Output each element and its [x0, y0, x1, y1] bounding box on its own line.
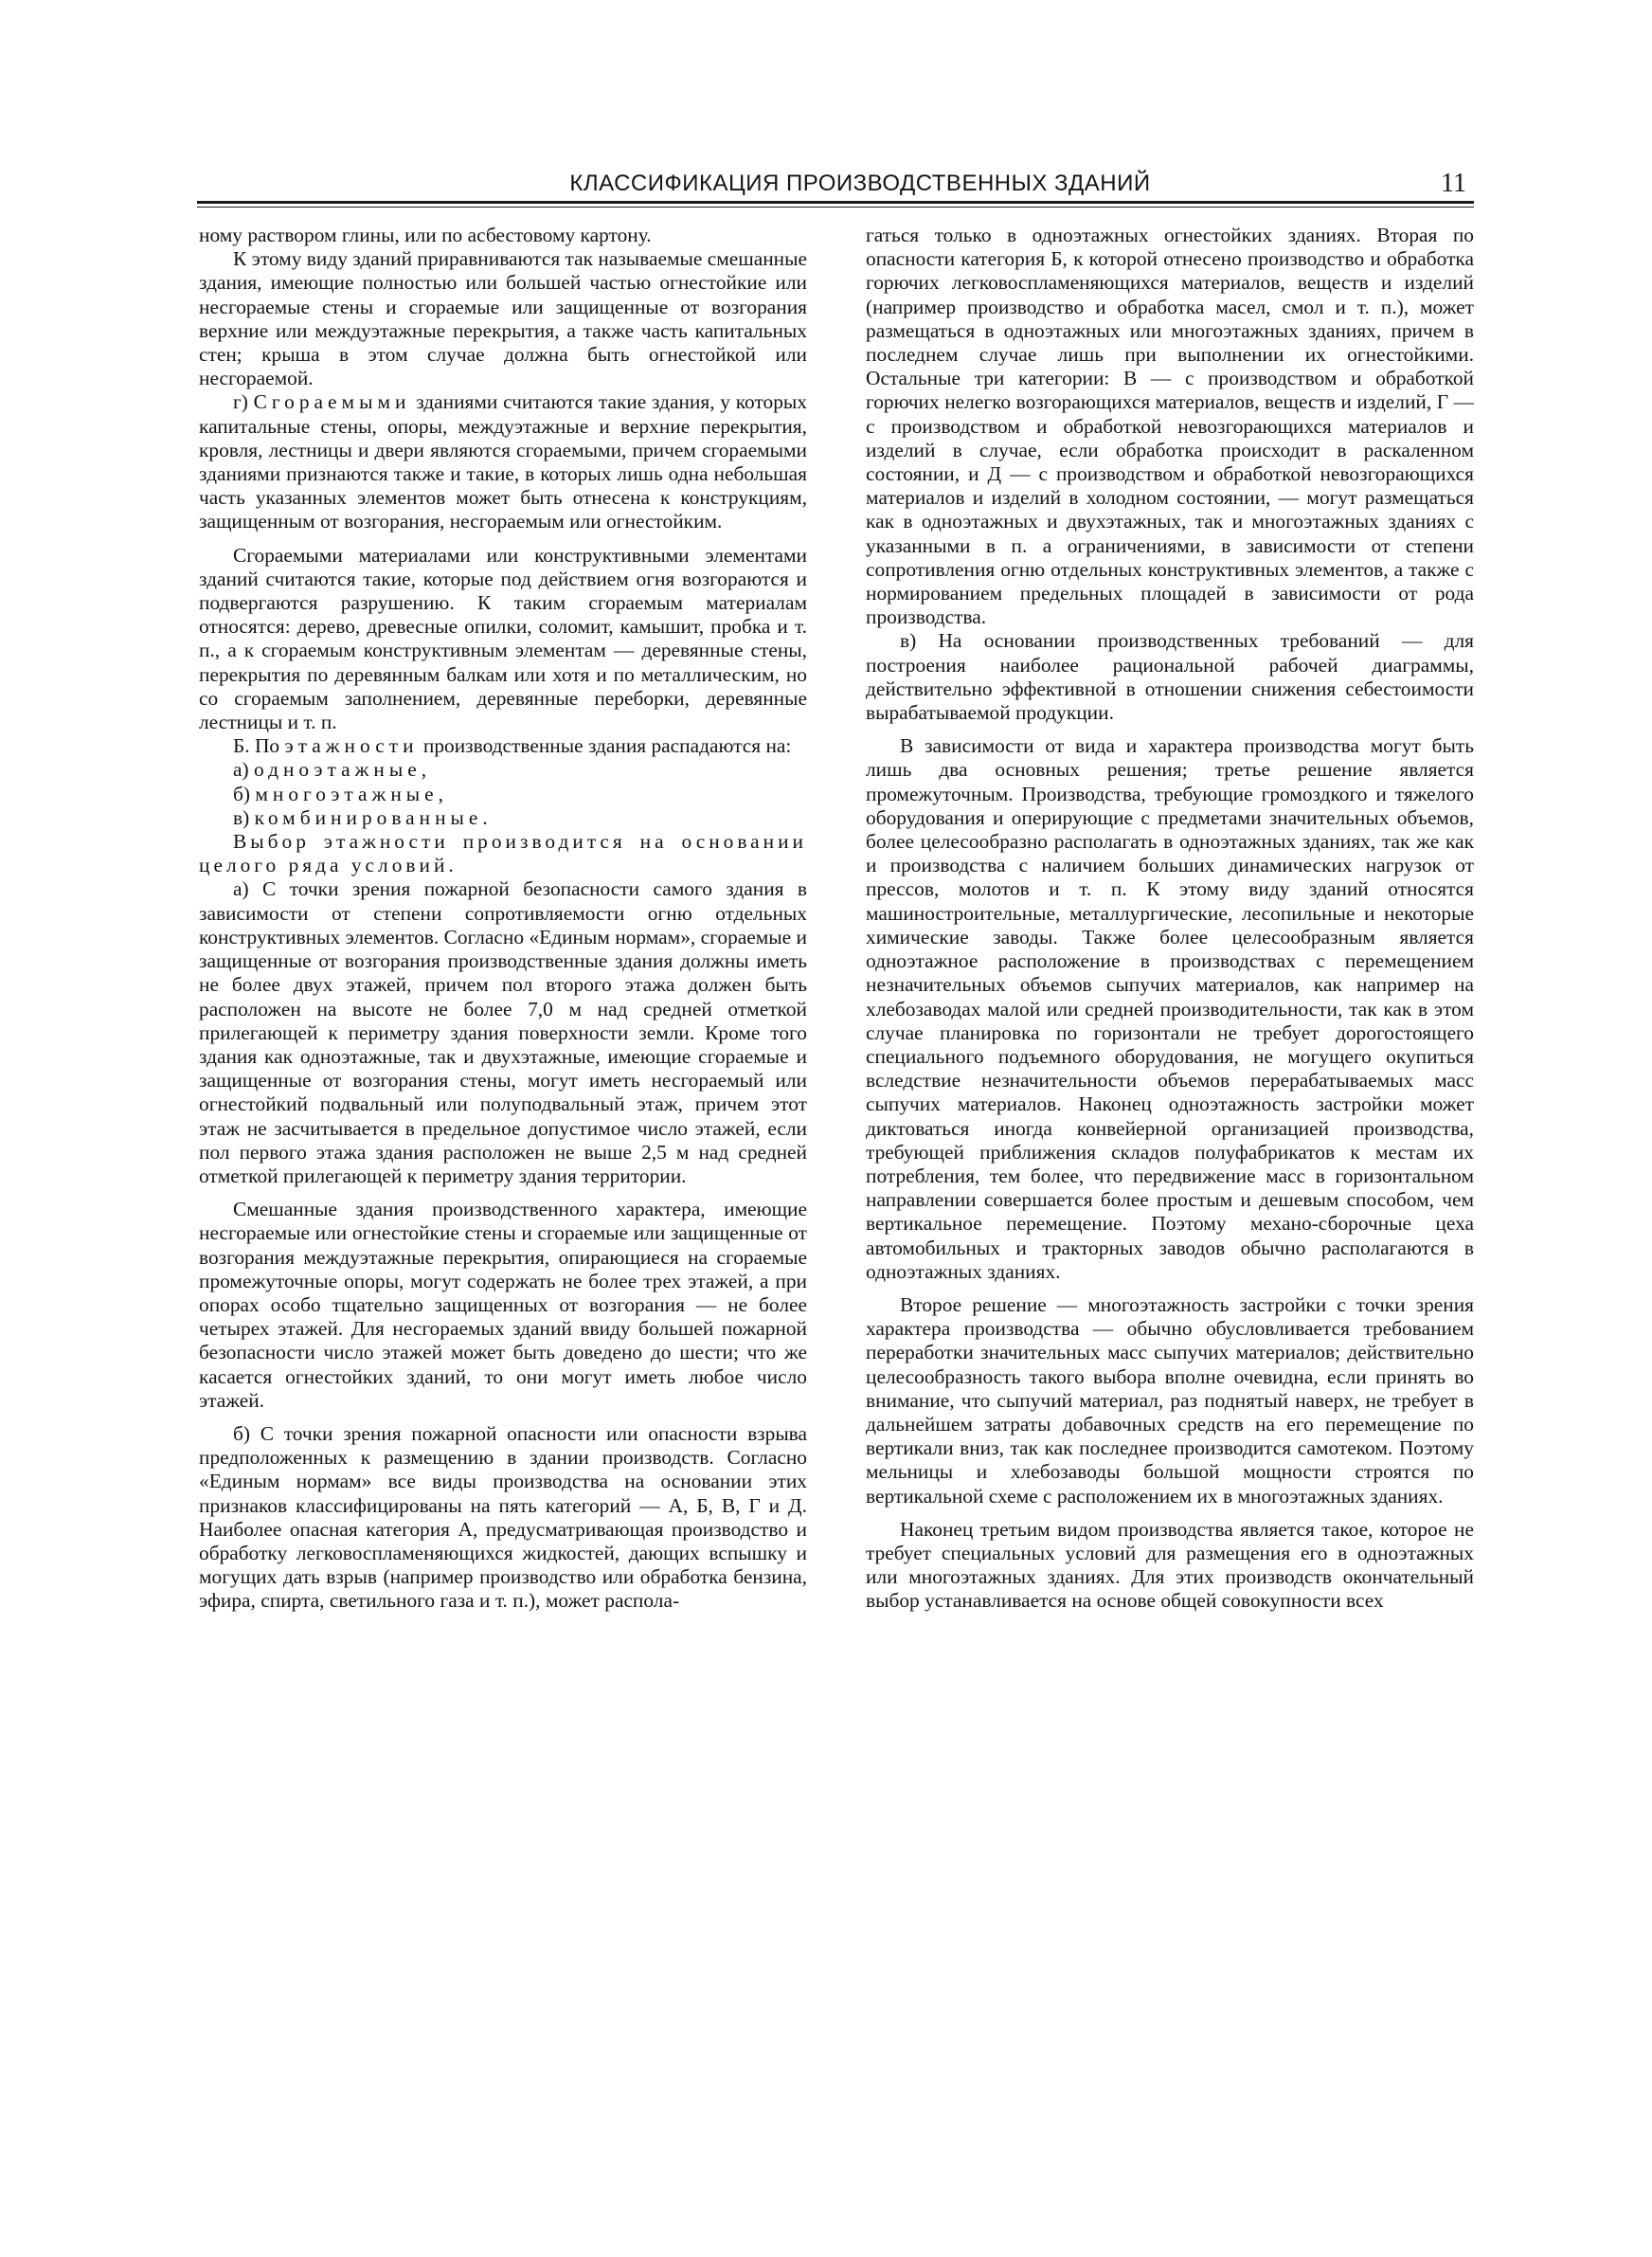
paragraph: В зависимости от вида и характера производства могут быть лишь два основных решения; третье решение является промежуточным. Производства, требующие громоздкого и тяжелого оборудования и оперирующие с предметами значительных объемов, более целесообразно располагать в одноэтажных зданиях, так же как и производства с наличием больших динамических нагрузок от прессов, молотов и т. п. К этому виду зданий относятся машиностроительные, металлургические, лесопильные и некоторые химические заводы. Также более целесообразным является одноэтажное расположение в производствах с перемещением незначительных объемов сыпучих материалов, как например на хлебозаводах малой или средней производительности, так как в этом случае планировка по горизонтали не требует дорогостоящего специального подъемного оборудования, не могущего окупиться вследствие незначительности объемов перерабатываемых масс сыпучих материалов. Наконец одноэтажность застройки может диктоваться иногда конвейерной организацией производства, требующей приближения складов полуфабрикатов к местам их потребления, тем более, что передвижение масс в горизонтальном направлении совершается более простым и дешевым способом, чем вертикальное перемещение. Поэтому механо-сборочные цеха автомобильных и тракторных заводов обычно располагаются в одноэтажных зданиях. — [866, 734, 1474, 1283]
list-item-text: комбинированные. — [254, 805, 493, 829]
emphasized-term: Сгораемыми — [253, 390, 411, 414]
paragraph: а) С точки зрения пожарной безопасности самого здания в зависимости от степени сопротивляемости огню отдельных конструктивных элементов. Согласно «Единым нормам», сгораемые и защищенные от возгорания производственные здания должны иметь не более двух этажей, причем пол второго этажа должен быть расположен на высоте не более 7,0 м над средней отметкой прилегающей к периметру здания поверхности земли. Кроме того здания как одноэтажные, так и двухэтажные, имеющие сгораемые и защищенные от возгорания стены, могут иметь несгораемый или огнестойкий подвальный или полуподвальный этаж, причем этот этаж не засчитывается в предельное допустимое число этажей, если пол первого этажа здания расположен не выше 2,5 м над средней отметкой прилегающей к периметру здания территории. — [199, 877, 807, 1187]
paragraph — [199, 734, 807, 758]
paragraph: Смешанные здания производственного характера, имеющие несгораемые или огнестойкие стены и сгораемые или защищенные от возгорания междуэтажные перекрытия, опирающиеся на сгораемые промежуточные опоры, могут содержать не более трех этажей, а при опорах особо тщательно защищенных от возгорания — не более четырех этажей. Для несгораемых зданий ввиду большей пожарной безопасности число этажей может быть доведено до шести; что же касается огнестойких зданий, то они могут иметь любое число этажей. — [199, 1198, 807, 1412]
list-marker: г) — [233, 390, 248, 414]
running-title: КЛАССИФИКАЦИЯ ПРОИЗВОДСТВЕННЫХ ЗДАНИЙ — [569, 171, 1151, 196]
paragraph-text: зданиями считаются такие здания, у которых капитальные стены, опоры, междуэтажные и верхние перекрытия, кровля, лестницы и двери являются сгораемыми, причем сгораемыми зданиями признаются также и такие, в которых лишь одна небольшая часть указанных элементов может быть отнесена к конструкциям, защищенным от возгорания, несгораемым или огнестойким. — [199, 390, 807, 533]
list-marker: б) — [233, 782, 251, 805]
paragraph: Наконец третьим видом производства является такое, которое не требует специальных условий для размещения его в одноэтажных или многоэтажных зданиях. Для этих производств окончательный выбор устанавливается на основе общей совокупности всех — [866, 1517, 1474, 1613]
paragraph — [199, 390, 807, 533]
list-item — [199, 758, 807, 782]
paragraph: К этому виду зданий приравниваются так называемые смешанные здания, имеющие полностью или большей частью огнестойкие или несгораемые стены и сгораемые или защищенные от возгорания верхние или междуэтажные перекрытия, а также часть капитальных стен; крыша в этом случае должна быть огнестойкой или несгораемой. — [199, 247, 807, 390]
paragraph: б) С точки зрения пожарной опасности или опасности взрыва предположенных к размещению в здании производств. Согласно «Единым нормам» все виды производства на основании этих признаков классифицированы на пять категорий — А, Б, В, Г и Д. Наиболее опасная категория А, предусматривающая производство и обработку легковоспламеняющихся жидкостей, дающих вспышку и могущих дать взрыв (например производство или обработка бензина, эфира, спирта, светильного газа и т. п.), может распола- — [199, 1421, 807, 1613]
right-column — [866, 224, 1474, 1614]
paragraph: гаться только в одноэтажных огнестойких зданиях. Вторая по опасности категория Б, к которой отнесено производство и обработка горючих легковоспламеняющихся материалов, веществ и изделий (например производство и обработка масел, смол и т. п.), может размещаться в одноэтажных или многоэтажных зданиях, причем в последнем случае лишь при выполнении их огнестойкими. Остальные три категории: В — с производством и обработкой горючих нелегко возгорающихся материалов, веществ и изделий, Г — с производством и обработкой невозгорающихся материалов и изделий в случае, если обработка происходит в раскаленном состоянии, и Д — с производством и обработкой невозгорающихся материалов и изделий в холодном состоянии, — могут размещаться как в одноэтажных и двухэтажных, так и многоэтажных зданиях с указанными в п. а ограничениями, в зависимости от степени сопротивления огню отдельных конструктивных элементов, а также с нормированием предельных площадей в зависимости от рода производства. — [866, 224, 1474, 629]
paragraph: ному раствором глины, или по асбестовому картону. — [199, 224, 652, 246]
list-item-text: одноэтажные, — [253, 758, 432, 782]
left-column — [199, 224, 807, 1614]
list-marker: а) — [233, 758, 249, 782]
header-rule-thin — [197, 207, 1474, 208]
list-item-text: многоэтажные, — [255, 782, 448, 805]
page-number: 11 — [1441, 169, 1466, 198]
list-item — [199, 806, 807, 830]
emphasized-term: этажности — [284, 734, 419, 758]
list-item — [199, 783, 807, 806]
paragraph-text: производственные здания распадаются на: — [422, 734, 792, 758]
header-rule-thick — [197, 201, 1474, 204]
paragraph: Второе решение — многоэтажность застройки с точки зрения характера производства — обычно обусловливается требованием переработки значительных масс сыпучих материалов; действительно целесообразность такого выбора вполне очевидна, если принять во внимание, что сыпучий материал, раз поднятый наверх, не требует в дальнейшем затраты добавочных средств на его перемещение по вертикали вниз, так как последнее производится самотеком. Поэтому мельницы и хлебозаводы большой мощности строятся по вертикальной схеме с расположением их в многоэтажных зданиях. — [866, 1292, 1474, 1508]
paragraph: Сгораемыми материалами или конструктивными элементами зданий считаются такие, которые под действием огня возгораются и подвергаются разрушению. К таким сгораемым материалам относятся: дерево, древесные опилки, соломит, камышит, пробка и т. п., а к сгораемым конструктивным элементам — деревянные стены, перекрытия по деревянным балкам или хотя и по металлическим, но со сгораемым заполнением, деревянные переборки, деревянные лестницы и т. п. — [199, 543, 807, 734]
page-header — [197, 169, 1474, 203]
spaced-paragraph: Выбор этажности производится на основании целого ряда условий. — [199, 830, 807, 877]
list-marker: в) — [233, 805, 250, 829]
section-prefix: Б. По — [233, 734, 280, 758]
paragraph: в) На основании производственных требований — для построения наиболее рациональной рабочей диаграммы, действительно эффективной в отношении снижения себестоимости вырабатываемой продукции. — [866, 629, 1474, 725]
